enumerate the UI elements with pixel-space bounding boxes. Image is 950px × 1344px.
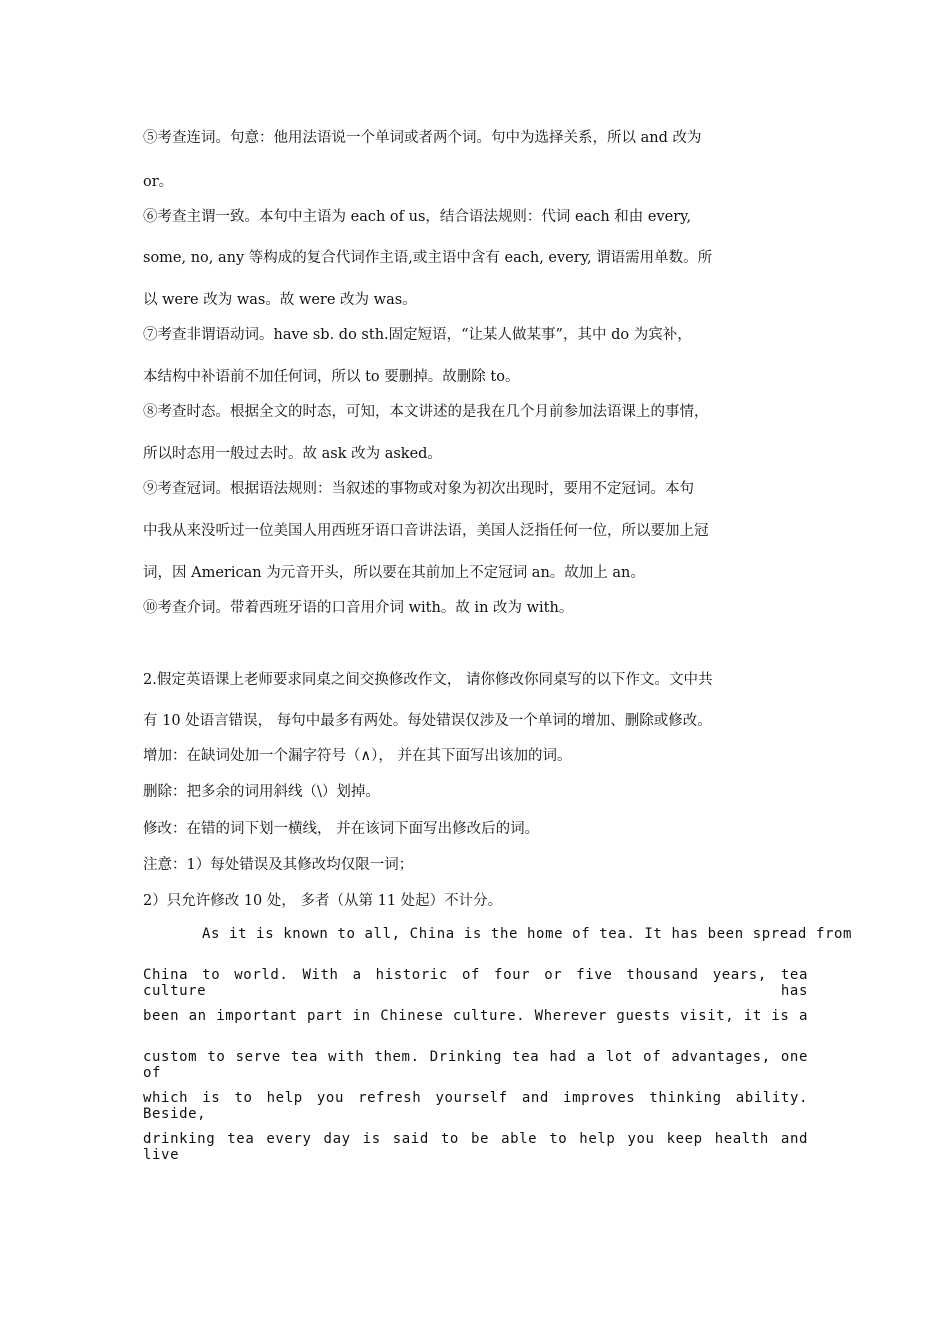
essay-line-4: custom to serve tea with them. Drinking tea had a lot of advantages, one of (143, 1049, 808, 1081)
explanation-5-line-1: ⑤考查连词。句意：他用法语说一个单词或者两个词。句中为选择关系，所以 and 改为 (143, 130, 702, 146)
explanation-9-line-1: ⑨考查冠词。根据语法规则：当叙述的事物或对象为初次出现时，要用不定冠词。本句 (143, 481, 694, 497)
explanation-8-line-1: ⑧考查时态。根据全文的时态，可知，本文讲述的是我在几个月前参加法语课上的事情， (143, 404, 709, 420)
rule-note-2: 2）只允许修改 10 处， 多者（从第 11 处起）不计分。 (143, 893, 503, 909)
essay-line-6: drinking tea every day is said to be able to help you keep health and live (143, 1131, 808, 1163)
question-intro-line-1: 2.假定英语课上老师要求同桌之间交换修改作文， 请你修改你同桌写的以下作文。文中共 (143, 672, 713, 688)
question-intro-line-2: 有 10 处语言错误， 每句中最多有两处。每处错误仅涉及一个单词的增加、删除或修改。 (143, 713, 712, 729)
rule-note-1: 注意：1）每处错误及其修改均仅限一词； (143, 857, 414, 873)
explanation-6-line-2: some, no, any 等构成的复合代词作主语,或主语中含有 each, every, 谓语需用单数。所 (143, 250, 713, 266)
explanation-9-line-2: 中我从来没听过一位美国人用西班牙语口音讲法语，美国人泛指任何一位，所以要加上冠 (143, 523, 709, 539)
explanation-7-line-1: ⑦考查非谓语动词。have sb. do sth.固定短语，“让某人做某事”，其中 do 为宾补， (143, 327, 692, 343)
essay-line-1: As it is known to all, China is the home of tea. It has been spread from (202, 926, 853, 942)
rule-modify: 修改：在错的词下划一横线， 并在该词下面写出修改后的词。 (143, 821, 540, 837)
explanation-8-line-2: 所以时态用一般过去时。故 ask 改为 asked。 (143, 446, 442, 462)
explanation-7-line-2: 本结构中补语前不加任何词，所以 to 要删掉。故删除 to。 (143, 369, 520, 385)
explanation-10-line-1: ⑩考查介词。带着西班牙语的口音用介词 with。故 in 改为 with。 (143, 600, 574, 616)
explanation-6-line-3: 以 were 改为 was。故 were 改为 was。 (143, 292, 417, 308)
essay-line-5: which is to help you refresh yourself and improves thinking ability. Beside, (143, 1090, 808, 1122)
rule-add: 增加：在缺词处加一个漏字符号（∧）， 并在其下面写出该加的词。 (143, 748, 572, 764)
essay-line-2: China to world. With a historic of four or five thousand years, tea culture has (143, 967, 808, 999)
rule-delete: 删除：把多余的词用斜线（\）划掉。 (143, 784, 380, 800)
explanation-9-line-3: 词，因 American 为元音开头，所以要在其前加上不定冠词 an。故加上 an。 (143, 565, 645, 581)
essay-line-3: been an important part in Chinese culture. Wherever guests visit, it is a (143, 1008, 808, 1024)
explanation-5-line-2: or。 (143, 174, 174, 190)
explanation-6-line-1: ⑥考查主谓一致。本句中主语为 each of us，结合语法规则：代词 each 和由 every, (143, 209, 692, 225)
